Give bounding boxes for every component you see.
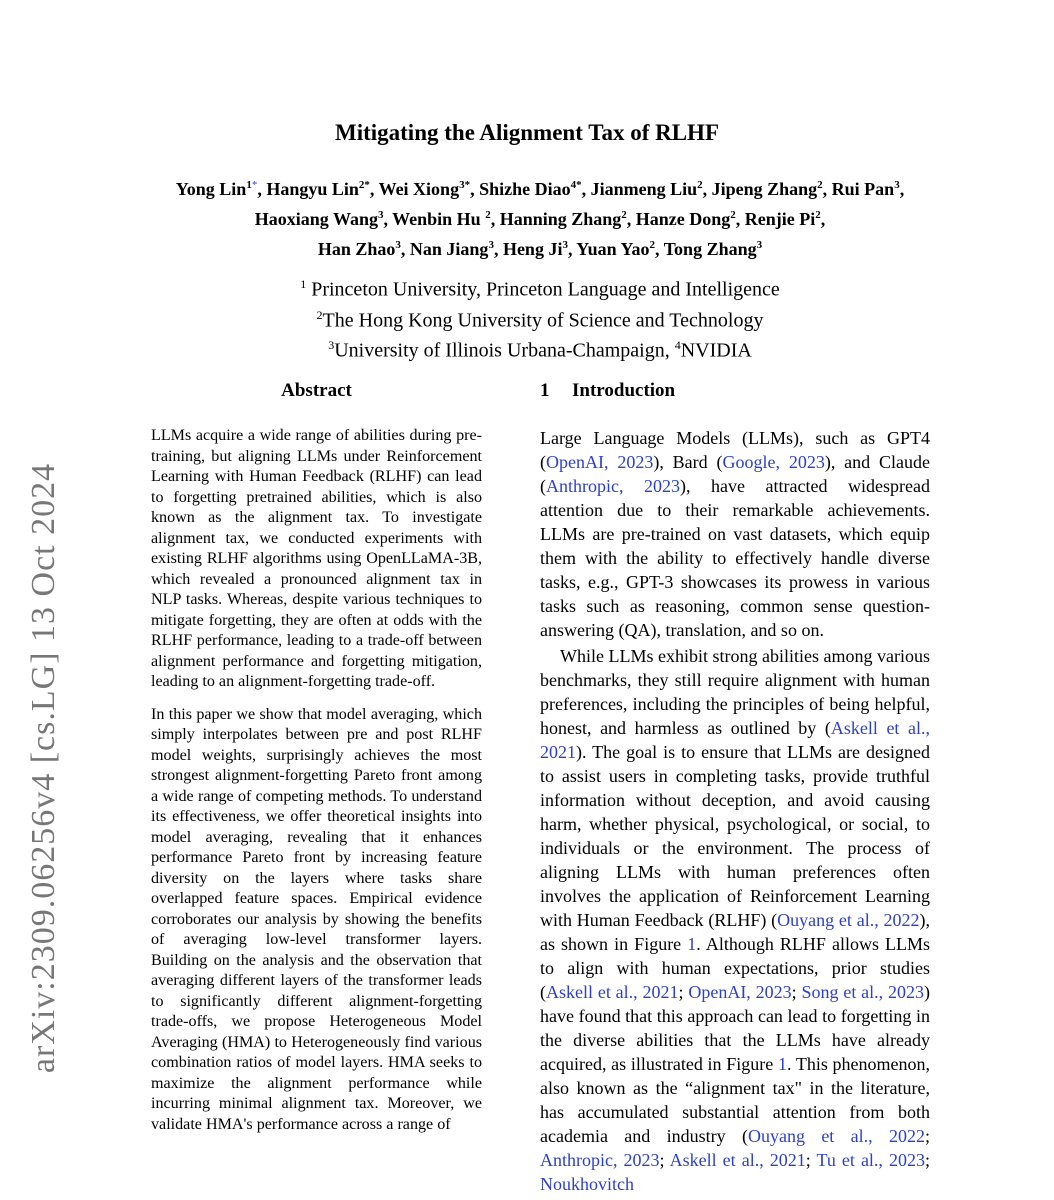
abstract-column (151, 380, 482, 1147)
citation-link[interactable]: Anthropic, 2023 (546, 476, 681, 496)
abstract-paragraph-1: LLMs acquire a wide range of abilities during pre-training, but aligning LLMs under Reinforcement Learning with Human Feedback (RLHF) can lead to forgetting pretrained abilities, which is also known as the alignment tax. To investigate alignment tax, we conducted experiments with existing RLHF algorithms using OpenLLaMA-3B, which revealed a pronounced alignment tax in NLP tasks. Whereas, despite various techniques to mitigate forgetting, they are often at odds with the RLHF performance, leading to a trade-off between alignment performance and forgetting mitigation, leading to an alignment-forgetting trade-off. (151, 427, 482, 690)
author-name: Wei Xiong$^{3*}$ (378, 179, 471, 199)
affiliations (60, 272, 1020, 364)
citation-link[interactable]: Anthropic, 2023 (540, 1150, 660, 1170)
citation-link[interactable]: 1 (687, 934, 697, 954)
section-title: Introduction (572, 380, 676, 401)
author-list: Yong Lin$^{1*}$, Hangyu Lin$^{2*}$, Wei Xiong$^{3*}$, Shizhe Diao$^{4*}$, Jianmeng Liu$^2$, Jipeng Zhang$^2$, Rui Pan$^3$, Haoxiang Wang$^3$, Wenbin Hu $^2$, Hanning Zhang$^2$, Hanze Dong$^2$, Renjie Pi$^2$, Han Zhao$^3$, Nan Jiang$^3$, Heng Ji$^3$, Yuan Yao$^2$, Tong Zhang$^3$ (175, 179, 905, 259)
citation-link[interactable]: Ouyang et al., 2022 (777, 910, 920, 930)
citation-link[interactable]: 1 (777, 1054, 787, 1074)
abstract-paragraph-2: In this paper we show that model averaging, which simply interpolates between pre and post RLHF model weights, surprisingly achieves the most strongest alignment-forgetting Pareto front among a wide range of competing methods. To understand its effectiveness, we offer theoretical insights into model averaging, revealing that it enhances performance Pareto front by increasing feature diversity on the layers where tasks share overlapped feature spaces. Empirical evidence corroborates our analysis by showing the benefits of averaging low-level transformer layers. Building on the analysis and the observation that averaging different layers of the transformer leads to significantly different alignment-forgetting trade-offs, we propose Heterogeneous Model Averaging (HMA) to Heterogeneously find various combination ratios of model layers. HMA seeks to maximize the alignment performance while incurring minimal alignment tax. Moreover, we validate HMA's performance across a range of (151, 705, 482, 1133)
introduction-heading (540, 380, 930, 402)
author-name: Wenbin Hu $^2$ (392, 209, 491, 229)
section-number: 1 (540, 380, 550, 401)
citation-link[interactable]: Askell et al., 2021 (669, 1150, 806, 1170)
author-name: Jipeng Zhang$^2$ (711, 179, 823, 199)
author-name: Hangyu Lin$^{2*}$ (266, 179, 370, 199)
author-name: Haoxiang Wang$^3$ (254, 209, 384, 229)
author-name: Jianmeng Liu$^2$ (590, 179, 703, 199)
citation-link[interactable]: Google, 2023 (722, 452, 825, 472)
paper-title: Mitigating the Alignment Tax of RLHF (335, 120, 719, 145)
author-name: Hanze Dong$^2$ (635, 209, 736, 229)
citation-link[interactable]: Song et al., 2023 (801, 982, 924, 1002)
affiliation-1: $^1$ Princeton University, Princeton Language and Intelligence (300, 277, 780, 301)
author-name: Hanning Zhang$^2$ (499, 209, 627, 229)
citation-link[interactable]: Tu et al., 2023 (816, 1150, 925, 1170)
intro-paragraph-2: While LLMs exhibit strong abilities among various benchmarks, they still require alignment with human preferences, including the principles of being helpful, honest, and harmless as outlined by (Askell et al., 2021). The goal is to ensure that LLMs are designed to assist users in completing tasks, provide truthful information without deception, and avoid causing harm, whether physical, psychological, or social, to individuals or the environment. The process of aligning LLMs with human preferences often involves the application of Reinforcement Learning with Human Feedback (RLHF) (Ouyang et al., 2022), as shown in Figure 1. Although RLHF allows LLMs to align with human expectations, prior studies (Askell et al., 2021; OpenAI, 2023; Song et al., 2023) have found that this approach can lead to forgetting in the diverse abilities that the LLMs have already acquired, as illustrated in Figure 1. This phenomenon, also known as the “alignment tax" in the literature, has accumulated substantial attention from both academia and industry (Ouyang et al., 2022; Anthropic, 2023; Askell et al., 2021; Tu et al., 2023; Noukhovitch (540, 646, 931, 1194)
affiliation-3-4: $^3$University of Illinois Urbana-Champaign, $^4$NVIDIA (328, 338, 752, 362)
citation-link[interactable]: Ouyang et al., 2022 (747, 1126, 925, 1146)
author-name: Yong Lin$^{1*}$ (175, 179, 258, 199)
author-name: Renjie Pi$^2$ (744, 209, 821, 229)
abstract-heading: Abstract (281, 380, 352, 401)
author-name: Shizhe Diao$^{4*}$ (479, 179, 582, 199)
author-name: Rui Pan$^3$ (831, 179, 900, 199)
author-name: Tong Zhang$^3$ (663, 239, 763, 259)
citation-link[interactable]: OpenAI, 2023 (546, 452, 654, 472)
intro-paragraph-1: Large Language Models (LLMs), such as GPT4 (OpenAI, 2023), Bard (Google, 2023), and Claude (Anthropic, 2023), have attracted widespread attention due to their remarkable achievements. LLMs are pre-trained on vast datasets, which equip them with the ability to effectively handle diverse tasks, e.g., GPT-3 showcases its prowess in various tasks such as reasoning, common sense question-answering (QA), translation, and so on. (540, 428, 930, 640)
citation-link[interactable]: Askell et al., 2021 (540, 718, 930, 762)
citation-link[interactable]: Noukhovitch (540, 1174, 634, 1194)
author-name: Yuan Yao$^2$ (576, 239, 656, 259)
author-name: Heng Ji$^3$ (502, 239, 568, 259)
affiliation-2: $^2$The Hong Kong University of Science and Technology (316, 307, 764, 332)
citation-link[interactable]: Askell et al., 2021 (546, 982, 679, 1002)
introduction-column (540, 380, 930, 1196)
author-name: Nan Jiang$^3$ (409, 239, 494, 259)
author-name: Han Zhao$^3$ (317, 239, 401, 259)
arxiv-identifier: arXiv:2309.06256v4 [cs.LG] 13 Oct 2024 (25, 462, 62, 1074)
citation-link[interactable]: OpenAI, 2023 (688, 982, 792, 1002)
